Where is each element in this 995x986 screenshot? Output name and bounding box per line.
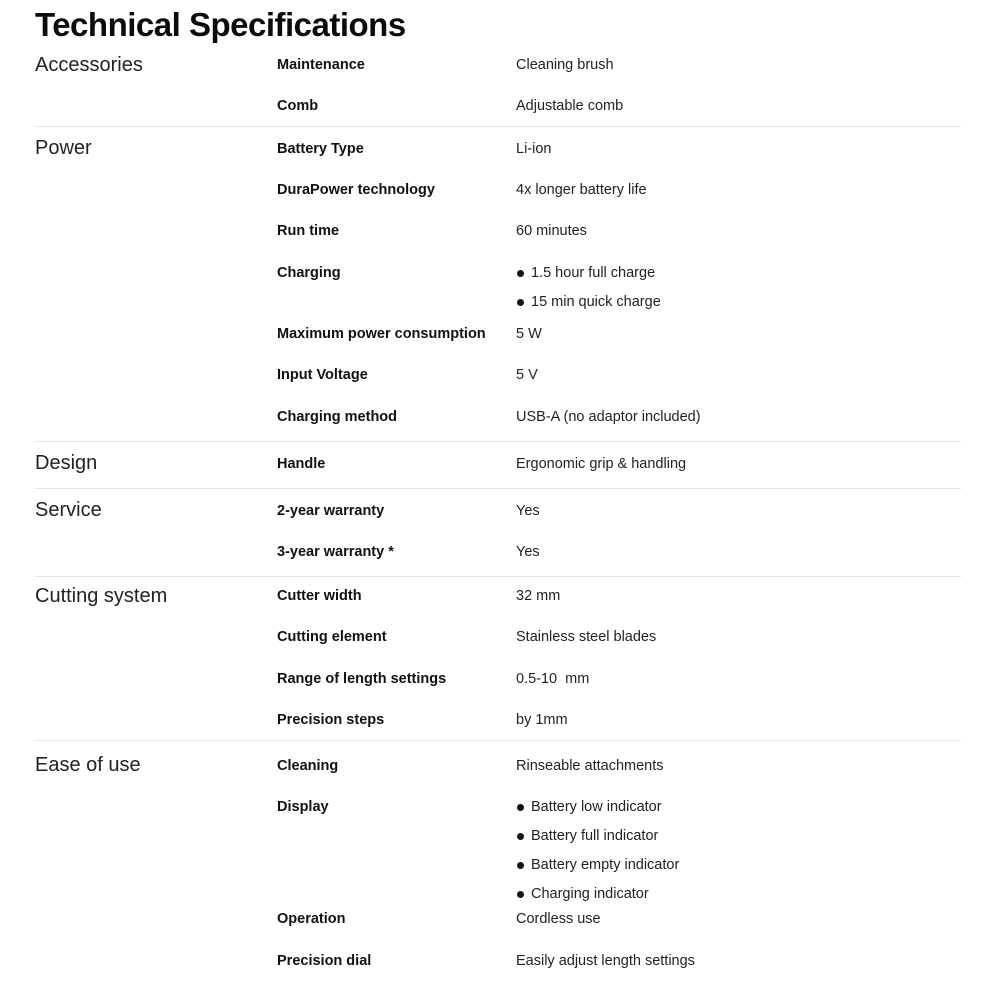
spec-value: 4x longer battery life xyxy=(516,182,647,198)
spec-key: Charging method xyxy=(277,409,398,425)
section-label: Design xyxy=(35,452,98,474)
bullet-icon xyxy=(517,862,524,869)
spec-value: Adjustable comb xyxy=(516,98,624,114)
spec-key: Operation xyxy=(277,911,346,927)
spec-row-length-range xyxy=(35,668,961,690)
spec-key: Battery Type xyxy=(277,141,364,157)
spec-row-precision-dial xyxy=(35,950,961,972)
spec-row-input-voltage xyxy=(35,364,961,386)
spec-value: Rinseable attachments xyxy=(516,758,664,774)
spec-value: Li-ion xyxy=(516,141,552,157)
spec-value: 0.5-10 mm xyxy=(516,671,590,687)
spec-key: Comb xyxy=(277,98,319,114)
spec-row-2-year-warranty xyxy=(35,500,961,522)
list-item xyxy=(516,854,679,883)
spec-key: Precision dial xyxy=(277,953,372,969)
spec-row-run-time xyxy=(35,220,961,242)
list-item-text: 1.5 hour full charge xyxy=(531,265,656,281)
list-item-text: Battery low indicator xyxy=(531,799,662,815)
section-label: Power xyxy=(35,137,92,159)
spec-row-3-year-warranty xyxy=(35,541,961,563)
spec-value: Easily adjust length settings xyxy=(516,953,695,969)
spec-value: by 1mm xyxy=(516,712,568,728)
section-divider xyxy=(35,441,961,442)
spec-key: 2-year warranty xyxy=(277,503,385,519)
page-title: Technical Specifications xyxy=(35,6,406,43)
spec-value: 32 mm xyxy=(516,588,561,604)
spec-key: Maximum power consumption xyxy=(277,326,486,342)
bullet-icon xyxy=(517,833,524,840)
spec-key: Cleaning xyxy=(277,758,339,774)
list-item-text: Battery empty indicator xyxy=(531,857,680,873)
spec-row-cleaning xyxy=(35,755,961,777)
spec-value: Cordless use xyxy=(516,911,601,927)
list-item-text: 15 min quick charge xyxy=(531,294,661,310)
spec-key: Maintenance xyxy=(277,57,365,73)
section-divider xyxy=(35,576,961,577)
spec-row-charging xyxy=(35,262,961,310)
spec-row-maintenance xyxy=(35,54,961,76)
spec-value: USB-A (no adaptor included) xyxy=(516,409,701,425)
spec-row-max-power xyxy=(35,323,961,345)
bullet-icon xyxy=(517,891,524,898)
spec-key: Range of length settings xyxy=(277,671,447,687)
section-label: Accessories xyxy=(35,54,143,76)
list-item-text: Battery full indicator xyxy=(531,828,659,844)
list-item-text: Charging indicator xyxy=(531,886,649,902)
spec-value: 60 minutes xyxy=(516,223,587,239)
section-divider xyxy=(35,126,961,127)
spec-key: Cutting element xyxy=(277,629,387,645)
section-divider xyxy=(35,488,961,489)
section-label: Service xyxy=(35,499,102,521)
spec-value: Yes xyxy=(516,544,540,560)
spec-value: 5 W xyxy=(516,326,542,342)
spec-value: Cleaning brush xyxy=(516,57,614,73)
bullet-icon xyxy=(517,299,524,306)
spec-row-display xyxy=(35,796,961,902)
spec-row-handle xyxy=(35,453,961,475)
section-label: Ease of use xyxy=(35,754,141,776)
section-divider xyxy=(35,740,961,741)
spec-row-precision-steps xyxy=(35,709,961,731)
list-item xyxy=(516,825,679,854)
spec-key: Display xyxy=(277,799,329,815)
spec-row-cutting-element xyxy=(35,626,961,648)
spec-key: Input Voltage xyxy=(277,367,368,383)
spec-row-cutter-width xyxy=(35,585,961,607)
spec-key: Handle xyxy=(277,456,326,472)
spec-row-durapower xyxy=(35,179,961,201)
spec-value: Ergonomic grip & handling xyxy=(516,456,687,472)
spec-value-list xyxy=(516,796,679,912)
spec-value: Stainless steel blades xyxy=(516,629,657,645)
spec-value-list xyxy=(516,262,661,320)
spec-row-operation xyxy=(35,908,961,930)
spec-key: DuraPower technology xyxy=(277,182,435,198)
spec-row-comb xyxy=(35,95,961,117)
list-item xyxy=(516,291,661,320)
section-label: Cutting system xyxy=(35,585,168,607)
spec-key: 3-year warranty * xyxy=(277,544,394,560)
spec-row-charging-method xyxy=(35,406,961,428)
spec-key: Run time xyxy=(277,223,340,239)
list-item xyxy=(516,796,679,825)
bullet-icon xyxy=(517,270,524,277)
spec-key: Cutter width xyxy=(277,588,362,604)
spec-key: Precision steps xyxy=(277,712,385,728)
spec-key: Charging xyxy=(277,265,341,281)
spec-value: Yes xyxy=(516,503,540,519)
spec-value: 5 V xyxy=(516,367,538,383)
spec-row-battery-type xyxy=(35,138,961,160)
list-item xyxy=(516,262,661,291)
bullet-icon xyxy=(517,804,524,811)
